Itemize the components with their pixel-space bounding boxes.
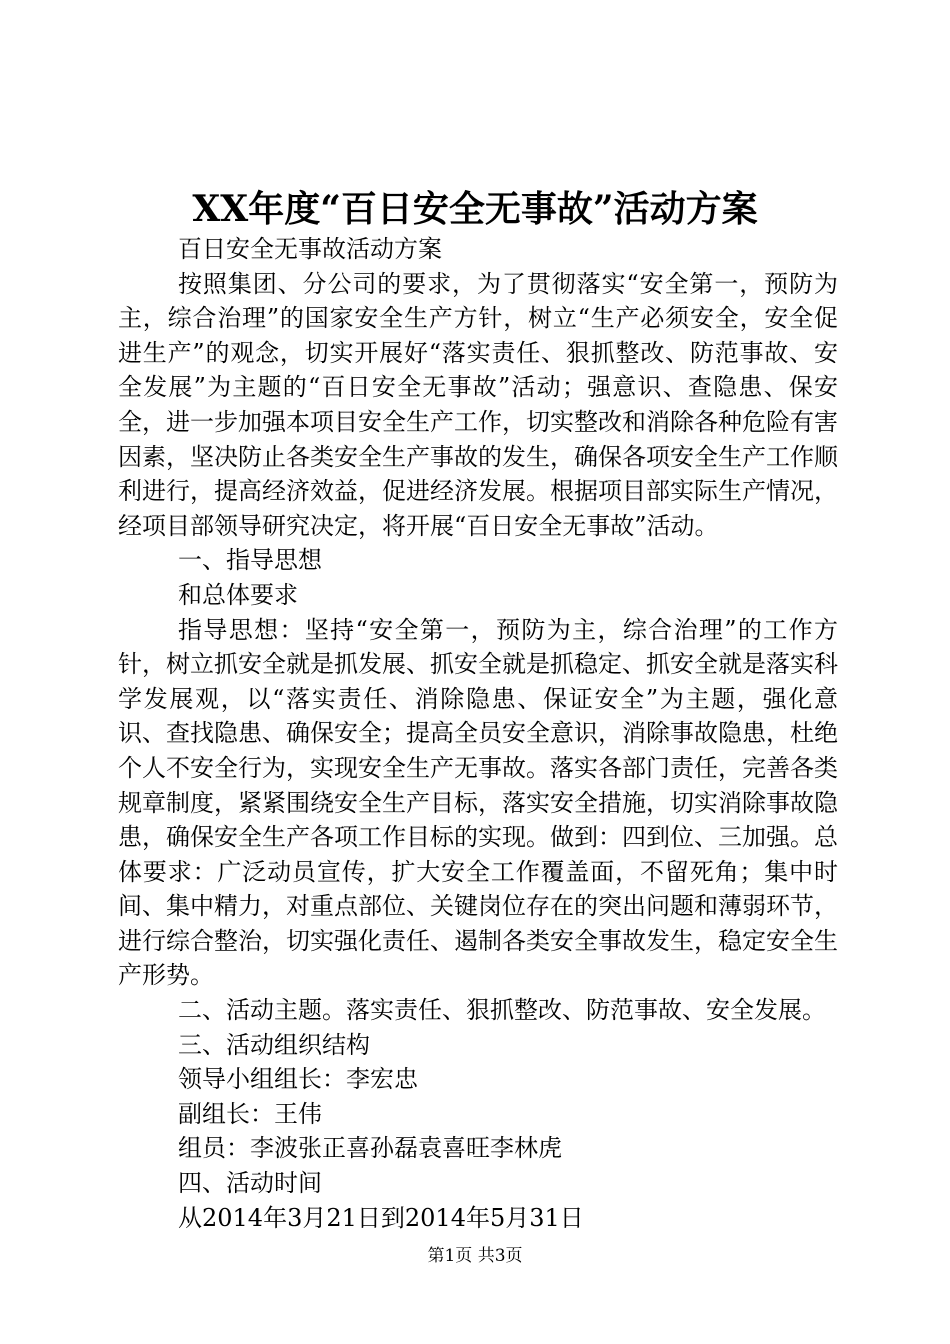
paragraph-subtitle: 百日安全无事故活动方案 (178, 235, 442, 263)
section-heading-overall-requirements: 和总体要求 (178, 580, 298, 609)
document-body (118, 232, 838, 1235)
paragraph-deputy-leader: 副组长：王伟 (178, 1099, 322, 1128)
page-number: 第1页 共3页 (427, 1246, 523, 1266)
paragraph-guiding-ideology: 指导思想：坚持“安全第一，预防为主，综合治理”的工作方针，树立抓安全就是抓发展、抓安全就是抓稳定、抓安全就是落实科学发展观，以“落实责任、消除隐患、保证安全”为主题，强化意识、查找隐患、确保安全；提高全员安全意识，消除事故隐患，杜绝个人不安全行为，实现安全生产无事故。落实各部门责任，完善各类规章制度，紧紧围绕安全生产目标，落实安全措施，切实消除事故隐患，确保安全生产各项工作目标的实现。做到：四到位、三加强。总体要求：广泛动员宣传，扩大安全工作覆盖面，不留死角；集中时间、集中精力，对重点部位、关键岗位存在的突出问题和薄弱环节，进行综合整治，切实强化责任、遏制各类安全事故发生，稳定安全生产形势。 (118, 615, 838, 990)
paragraph-intro: 按照集团、分公司的要求，为了贯彻落实“安全第一，预防为主，综合治理”的国家安全生产方针，树立“生产必须安全，安全促进生产”的观念，切实开展好“落实责任、狠抓整改、防范事故、安全发展”为主题的“百日安全无事故”活动；强意识、查隐患、保安全，进一步加强本项目安全生产工作，切实整改和消除各种危险有害因素，坚决防止各类安全生产事故的发生，确保各项安全生产工作顺利进行，提高经济效益，促进经济发展。根据项目部实际生产情况，经项目部领导研究决定，将开展“百日安全无事故”活动。 (118, 269, 838, 540)
paragraph-team-leader: 领导小组组长：李宏忠 (178, 1065, 418, 1094)
section-heading-activity-time: 四、活动时间 (178, 1169, 322, 1198)
paragraph-activity-theme: 二、活动主题。落实责任、狠抓整改、防范事故、安全发展。 (178, 996, 826, 1025)
section-heading-organization: 三、活动组织结构 (178, 1030, 370, 1059)
paragraph-activity-dates: 从2014年3月21日到2014年5月31日 (178, 1203, 584, 1232)
document-title: XX年度“百日安全无事故”活动方案 (192, 188, 758, 230)
paragraph-team-members: 组员：李波张正喜孙磊袁喜旺李林虎 (178, 1134, 562, 1163)
section-heading-guiding-ideology: 一、指导思想 (178, 546, 322, 575)
